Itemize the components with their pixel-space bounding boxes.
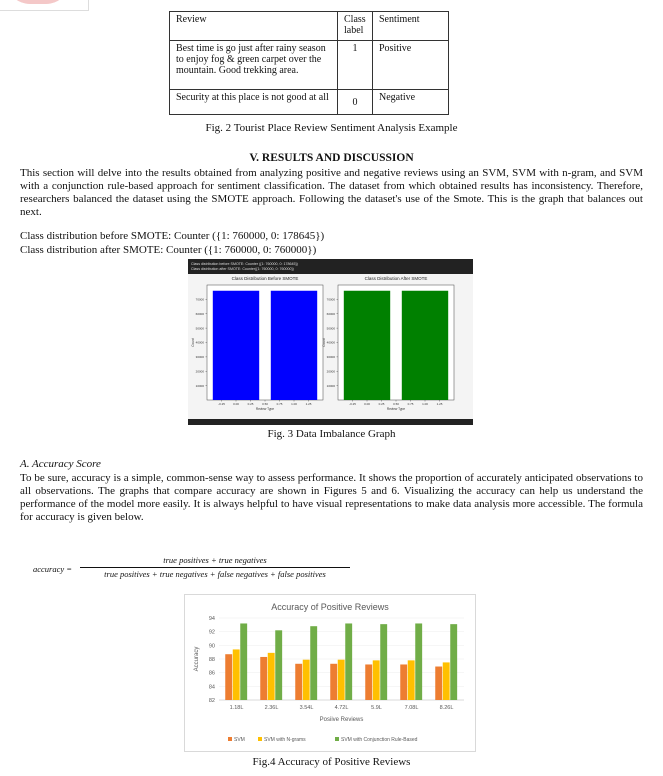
x-tick-label: 1.00 — [291, 402, 297, 406]
x-tick-label: 0.50 — [262, 402, 268, 406]
x-tick-label: 5.9L — [371, 705, 382, 711]
x-tick-label: 0.75 — [276, 402, 283, 406]
y-tick-label: 50000 — [326, 326, 335, 331]
bar — [240, 623, 247, 700]
bar — [213, 291, 259, 400]
x-tick-label: 0.50 — [393, 402, 399, 406]
table-cell-review: Security at this place is not good at all — [170, 90, 338, 115]
table-header-row — [170, 12, 449, 41]
y-tick-label: 40000 — [195, 340, 204, 345]
y-tick-label: 30000 — [195, 355, 204, 360]
y-tick-label: 10000 — [326, 383, 335, 388]
legend-label: SVM with Conjunction Rule-Based — [341, 737, 418, 743]
class-distribution-after: Class distribution after SMOTE: Counter ({1: 760000, 0: 760000}) — [20, 244, 317, 256]
fig3-smote-chart — [188, 259, 473, 425]
table-header-sentiment: Sentiment — [373, 12, 449, 41]
bar — [275, 630, 282, 700]
legend-swatch — [228, 737, 232, 741]
bar — [233, 649, 240, 700]
table-header-class-label: Class label — [338, 12, 373, 41]
fig4-accuracy-chart — [184, 594, 476, 752]
x-tick-label: 3.54L — [299, 705, 314, 711]
legend-swatch — [335, 737, 339, 741]
y-tick-label: 92 — [208, 629, 215, 636]
x-axis-label: Review Type — [255, 407, 275, 411]
bar — [295, 664, 302, 700]
bar — [408, 660, 415, 700]
bar — [338, 660, 345, 700]
x-tick-label: 0.00 — [364, 402, 370, 406]
bar — [450, 624, 457, 700]
x-tick-label: 1.25 — [436, 402, 443, 406]
fig3-header-line2: Class distribution after SMOTE: Counter({1: 760000, 0: 760000}) — [191, 267, 294, 271]
table-cell-label: 0 — [338, 90, 373, 115]
y-axis-label: Count — [322, 338, 326, 347]
legend-label: SVM — [234, 737, 245, 743]
table-row — [170, 41, 449, 90]
bar — [380, 624, 387, 700]
y-tick-label: 84 — [208, 684, 215, 691]
x-tick-label: 0.75 — [407, 402, 414, 406]
fig3-footer-bar — [188, 419, 473, 425]
y-tick-label: 94 — [208, 616, 215, 622]
review-table — [169, 11, 449, 115]
y-tick-label: 10000 — [195, 383, 204, 388]
legend-swatch — [258, 737, 262, 741]
subsection-heading: A. Accuracy Score — [20, 458, 101, 470]
chart-title: Accuracy of Positive Reviews — [271, 602, 389, 612]
bar — [260, 657, 267, 700]
y-tick-label: 70000 — [326, 297, 335, 302]
bar — [373, 660, 380, 700]
bar — [225, 654, 232, 700]
fig3-header-line1: Class distribution before SMOTE: Counter ({1: 760000, 0: 178645}) — [191, 262, 298, 266]
x-tick-label: 8.26L — [439, 705, 454, 711]
fig3-caption: Fig. 3 Data Imbalance Graph — [267, 428, 396, 440]
formula-denominator: true positives + true negatives + false negatives + false positives — [104, 569, 326, 579]
x-tick-label: 1.00 — [422, 402, 428, 406]
y-tick-label: 20000 — [195, 369, 204, 374]
bar — [435, 667, 442, 700]
bar — [344, 291, 390, 400]
table-header-review: Review — [170, 12, 338, 41]
results-paragraph: This section will delve into the results obtained from analyzing positive and negative reviews using an SVM, SVM with n-gram, and SVM with a conjunction rule-based approach for sentiment classification. The dataset from which obtained results has inconsistency. Therefore, researchers balanced the dataset using the SMOTE approach. Following the dataset's use of the Smote. This is the graph that balances out next. — [20, 167, 643, 218]
y-axis-label: Accuracy — [194, 646, 200, 672]
fig3-panel-after — [322, 276, 454, 411]
bar — [400, 664, 407, 700]
formula-numerator: true positives + true negatives — [163, 555, 267, 565]
formula-fraction-bar — [80, 567, 350, 568]
formula-lhs: accuracy = — [33, 564, 73, 574]
x-tick-label: 1.25 — [305, 402, 312, 406]
x-tick-label: 0.00 — [233, 402, 239, 406]
fig4-caption: Fig.4 Accuracy of Positive Reviews — [252, 756, 411, 768]
fig2-caption: Fig. 2 Tourist Place Review Sentiment Analysis Example — [205, 122, 458, 134]
bar — [365, 664, 372, 700]
class-distribution-before: Class distribution before SMOTE: Counter ({1: 760000, 0: 178645}) — [20, 230, 325, 242]
y-tick-label: 60000 — [326, 311, 335, 316]
y-tick-label: 86 — [208, 670, 215, 677]
bar — [310, 626, 317, 700]
y-tick-label: 90 — [208, 643, 215, 650]
x-tick-label: -0.25 — [218, 402, 225, 406]
y-tick-label: 50000 — [195, 326, 204, 331]
y-tick-label: 60000 — [195, 311, 204, 316]
y-tick-label: 20000 — [326, 369, 335, 374]
legend-label: SVM with N-grams — [264, 737, 306, 743]
x-axis-label: Posiive Reviews — [319, 717, 364, 723]
table-row — [170, 90, 449, 115]
table-cell-review: Best time is go just after rainy season to enjoy fog & green carpet over the mountain. Good trekking area. — [170, 41, 338, 90]
y-tick-label: 70000 — [195, 297, 204, 302]
x-axis-label: Review Type — [386, 407, 406, 411]
y-axis-label: Count — [191, 338, 195, 347]
bar — [402, 291, 448, 400]
bar — [303, 660, 310, 700]
bar — [268, 653, 275, 700]
y-tick-label: 88 — [208, 657, 215, 663]
y-tick-label: 82 — [208, 698, 215, 704]
accuracy-paragraph: To be sure, accuracy is a simple, common-sense way to assess performance. It shows the proportion of accurately anticipated observations to all observations. The graphs that compare accuracy are shown in Figures 5 and 6. Visualizing the accuracy can help us understand the performance of the model more easily. It is always helpful to have visual representations to make data analysis more accessible. The formula for accuracy is given below. — [20, 472, 643, 523]
fig3-panel-before — [191, 276, 323, 411]
x-tick-label: 0.25 — [247, 402, 254, 406]
chart-title: Class Distribution Before SMOTE — [231, 276, 299, 281]
accuracy-formula — [33, 555, 353, 581]
x-tick-label: 0.25 — [378, 402, 385, 406]
x-tick-label: 4.72L — [334, 705, 349, 711]
bar — [271, 291, 317, 400]
table-cell-label: 1 — [338, 41, 373, 90]
y-tick-label: 30000 — [326, 355, 335, 360]
chart-title: Class Distribution After SMOTE — [364, 276, 428, 281]
x-tick-label: -0.25 — [349, 402, 356, 406]
x-tick-label: 1.18L — [229, 705, 244, 711]
x-tick-label: 7.08L — [404, 705, 419, 711]
y-tick-label: 40000 — [326, 340, 335, 345]
bar — [443, 662, 450, 700]
table-cell-sentiment: Negative — [373, 90, 449, 115]
bar — [330, 664, 337, 700]
bar — [415, 623, 422, 700]
section-heading: V. RESULTS AND DISCUSSION — [249, 152, 414, 164]
x-tick-label: 2.36L — [264, 705, 279, 711]
table-cell-sentiment: Positive — [373, 41, 449, 90]
bar — [345, 623, 352, 700]
